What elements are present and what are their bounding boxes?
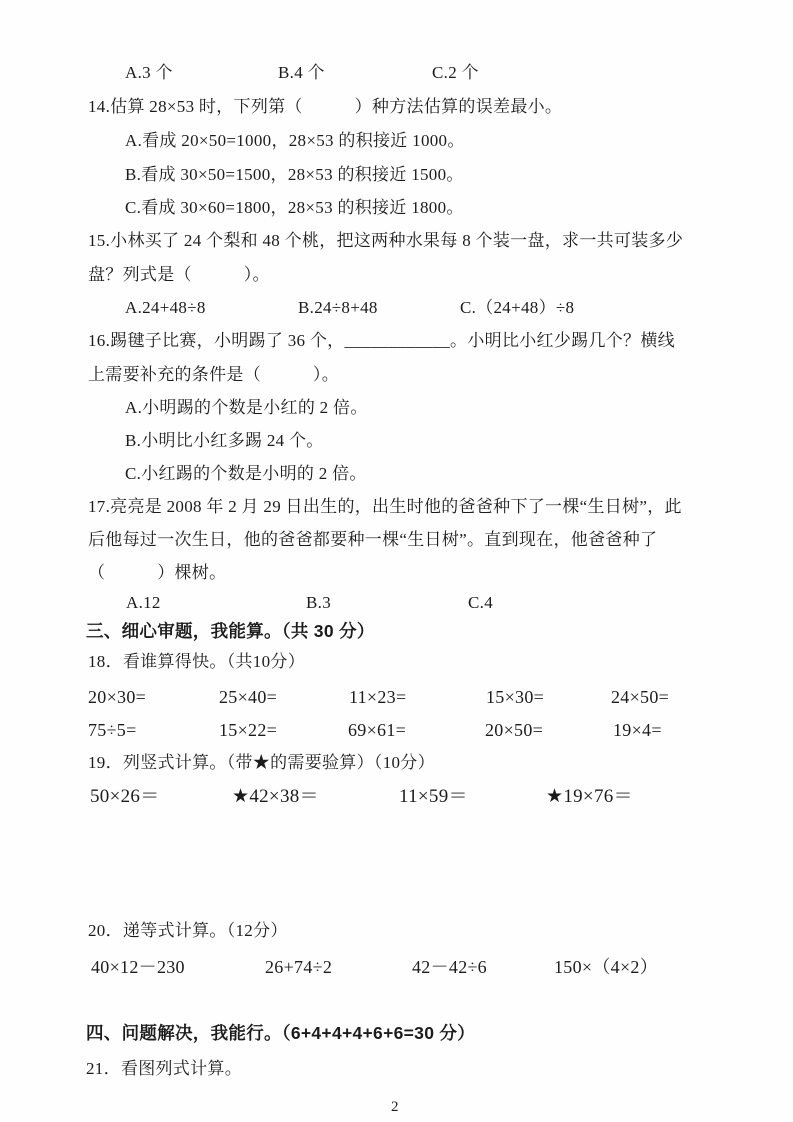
q13-option-c: C.2 个 [432,63,479,82]
q15-option-c: C.（24+48）÷8 [460,298,575,317]
q13-option-b: B.4 个 [278,63,325,82]
q18-row2-item-3: 69×61= [348,720,407,740]
q18-row2-item-2: 15×22= [219,720,278,740]
q18-row2-item-5: 19×4= [613,720,662,740]
q15-option-a: A.24+48÷8 [125,298,206,317]
q15-stem-line1: 15.小林买了 24 个梨和 48 个桃，把这两种水果每 8 个装一盘，求一共可装多少 [88,231,684,250]
q14-stem: 14.估算 28×53 时，下列第（ ）种方法估算的误差最小。 [88,97,563,116]
q18-head: 18．看谁算得快。（共10分） [88,652,305,671]
q19-item-4: ★19×76＝ [546,786,633,807]
q19-item-2: ★42×38＝ [232,786,319,807]
q14-option-c: C.看成 30×60=1800，28×53 的积接近 1800。 [125,198,464,217]
section4-title: 四、问题解决，我能行。（6+4+4+4+6+6=30 分） [86,1023,475,1043]
q16-option-b: B.小明比小红多踢 24 个。 [125,431,324,450]
q18-row1-item-5: 24×50= [611,687,670,707]
q18-row2-item-1: 75÷5= [88,720,137,740]
q18-row1-item-2: 25×40= [219,687,278,707]
q17-stem-line3: （ ）棵树。 [88,563,227,582]
q16-stem-line2: 上需要补充的条件是（ ）。 [88,365,339,384]
q17-option-a: A.12 [126,593,161,612]
q21-head: 21．看图列式计算。 [86,1059,242,1078]
q18-row1-item-4: 15×30= [486,687,545,707]
q20-item-1: 40×12－230 [91,957,185,977]
q14-option-a: A.看成 20×50=1000，28×53 的积接近 1000。 [125,131,465,150]
q13-option-a: A.3 个 [125,63,173,82]
q18-row2-item-4: 20×50= [485,720,544,740]
q20-head: 20．递等式计算。（12分） [88,921,288,940]
q14-option-b: B.看成 30×50=1500，28×53 的积接近 1500。 [125,165,464,184]
section3-title: 三、细心审题，我能算。（共 30 分） [86,621,375,641]
q17-option-b: B.3 [306,593,331,612]
q19-item-1: 50×26＝ [90,786,160,807]
q18-row1-item-1: 20×30= [88,687,147,707]
page-number: 2 [391,1099,399,1115]
q20-item-3: 42－42÷6 [412,957,487,977]
q18-row1-item-3: 11×23= [349,687,407,707]
q20-item-2: 26+74÷2 [265,957,333,977]
q15-option-b: B.24÷8+48 [298,298,378,317]
q19-item-3: 11×59＝ [399,786,468,807]
q17-option-c: C.4 [468,593,493,612]
q16-option-a: A.小明踢的个数是小红的 2 倍。 [125,398,368,417]
q17-stem-line2: 后他每过一次生日，他的爸爸都要种一棵“生日树”。直到现在，他爸爸种了 [88,530,658,549]
q19-head: 19．列竖式计算。（带★的需要验算）（10分） [88,753,435,772]
q20-item-4: 150×（4×2） [554,957,659,977]
q15-stem-line2: 盘？列式是（ ）。 [88,265,270,284]
q16-stem-line1: 16.踢毽子比赛，小明踢了 36 个，____________。小明比小红少踢几个？横线 [88,331,675,350]
q17-stem-line1: 17.亮亮是 2008 年 2 月 29 日出生的，出生时他的爸爸种下了一棵“生日树”，此 [88,497,682,516]
q16-option-c: C.小红踢的个数是小明的 2 倍。 [125,464,367,483]
